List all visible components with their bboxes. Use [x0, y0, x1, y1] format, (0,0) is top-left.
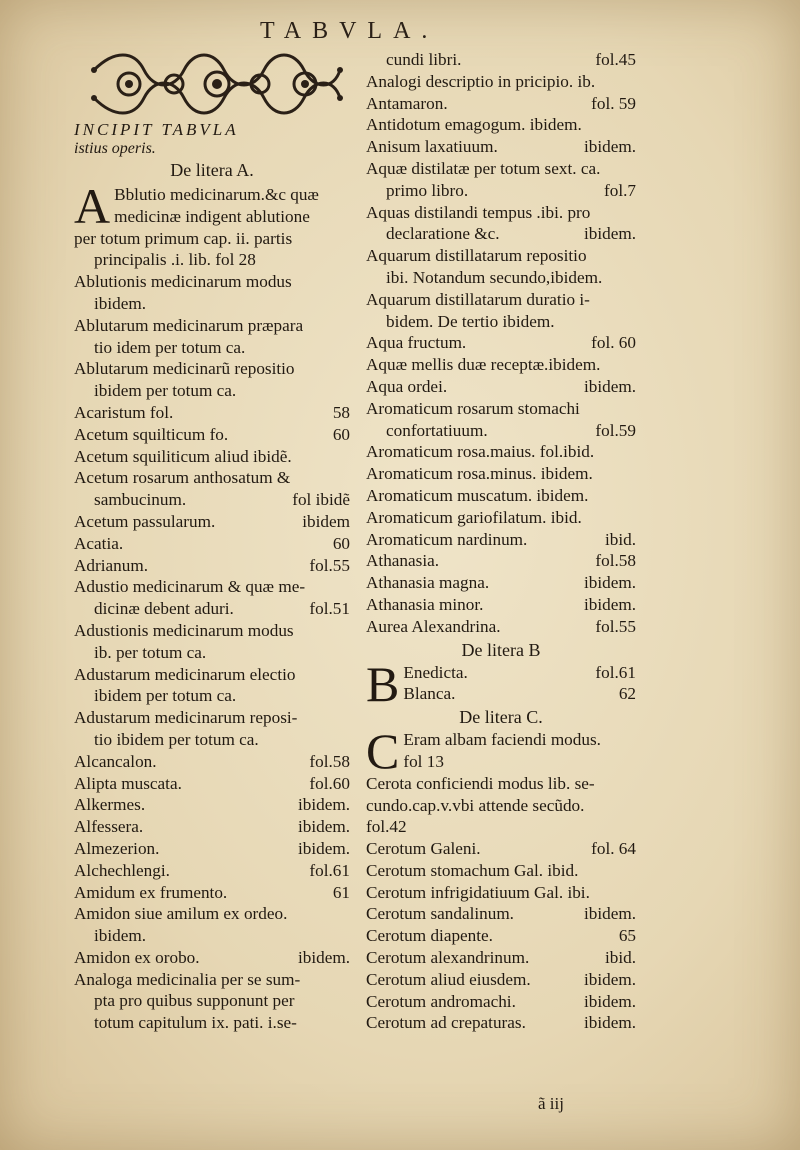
- folio-reference: ibidem.: [583, 904, 636, 924]
- index-entry: [366, 332, 636, 354]
- index-entry: [366, 441, 636, 463]
- entry-text: Aqua ordei.: [366, 376, 448, 396]
- folio-reference: fol.58: [595, 551, 636, 571]
- index-entry: [366, 947, 636, 969]
- index-entry: [366, 683, 636, 705]
- entry-text: Cerotum ad crepaturas.: [366, 1013, 526, 1033]
- index-entry: [366, 773, 636, 795]
- entry-text: Acetum rosarum anthosatum &: [74, 468, 291, 488]
- folio-reference: ibidem.: [583, 1013, 636, 1033]
- folio-reference: fol.58: [309, 751, 350, 771]
- entry-text: Enedicta.: [403, 662, 468, 682]
- index-entry: [366, 354, 636, 376]
- folio-reference: fol.55: [595, 616, 636, 636]
- section-heading-b: De litera B: [461, 639, 541, 660]
- index-entry: [366, 838, 636, 860]
- entry-text: Aromaticum rosarum stomachi: [366, 398, 580, 418]
- folio-reference: 61: [332, 882, 350, 902]
- entry-continuation: sambucinum.: [94, 490, 187, 510]
- entry-text: Almezerion.: [74, 838, 160, 858]
- entry-text: Acatia.: [74, 533, 124, 553]
- first-entry-line: Bblutio medicinarum.&c quæ: [114, 185, 319, 204]
- folio-reference: fol.60: [309, 773, 350, 793]
- c-first-line: Eram albam faciendi modus.: [403, 730, 601, 750]
- entry-text: Alcancalon.: [74, 751, 157, 771]
- entry-text: Acetum passularum.: [74, 511, 216, 531]
- right-entry-block: [366, 49, 636, 1034]
- folio-reference: 60: [332, 424, 350, 444]
- entry-text: Alkermes.: [74, 795, 146, 815]
- entry-text: Cerotum alexandrinum.: [366, 948, 530, 968]
- entry-text: Athanasia minor.: [366, 594, 484, 614]
- first-entry-line: per totum primum cap. ii. partis: [74, 228, 293, 248]
- entry-text: Cerotum aliud eiusdem.: [366, 969, 531, 989]
- folio-reference: fol.61: [309, 860, 350, 880]
- index-entry: [366, 572, 636, 594]
- index-entry: [74, 576, 350, 620]
- folio-reference: 65: [618, 926, 636, 946]
- entry-text: Ablutarum medicinarum præpara: [74, 315, 304, 335]
- index-entry: [74, 358, 350, 402]
- entry-continuation: totum capitulum ix. pati. i.se-: [94, 1013, 297, 1033]
- index-entry: [366, 136, 636, 158]
- entry-continuation: tio idem per totum ca.: [94, 337, 246, 357]
- b-entry-list: [366, 655, 636, 712]
- folio-reference: ibidem.: [297, 838, 350, 858]
- index-entry: [366, 289, 636, 311]
- entry-text: Ablutionis medicinarum modus: [74, 272, 292, 292]
- index-entry: [74, 315, 350, 359]
- index-entry: [366, 485, 636, 507]
- entry-text: Alipta muscata.: [74, 773, 182, 793]
- index-entry: [366, 1012, 636, 1034]
- entry-text: confortatiuum.: [386, 420, 488, 440]
- index-entry: [366, 93, 636, 115]
- entry-text: Amidum ex frumento.: [74, 882, 228, 902]
- entry-continuation: dicinæ debent aduri.: [94, 599, 234, 619]
- entry-continuation: ibidem.: [94, 293, 147, 313]
- entry-text: Aromaticum rosa.minus. ibidem.: [366, 464, 593, 484]
- index-entry: [74, 903, 350, 947]
- index-entry: [74, 620, 350, 664]
- catchword-signature: ã iij: [538, 1094, 564, 1113]
- index-entry: [366, 616, 636, 638]
- index-entry: [366, 860, 636, 882]
- entry-text: Cerotum infrigidatiuum Gal. ibi.: [366, 882, 590, 902]
- index-entry: [74, 969, 350, 1034]
- decorative-headpiece: [84, 50, 350, 118]
- index-entry: [366, 158, 636, 180]
- entry-text: declaratione &c.: [386, 224, 500, 244]
- folio-reference: ibidem.: [297, 795, 350, 815]
- folio-reference: ibidem.: [583, 969, 636, 989]
- first-entry-line: principalis .i. lib. fol 28: [94, 250, 256, 270]
- entry-text: Adrianum.: [74, 555, 148, 575]
- c-entry-list: [366, 773, 636, 1035]
- entry-text: Aquæ mellis duæ receptæ.ibidem.: [366, 355, 601, 375]
- folio-reference: fol. 64: [591, 839, 636, 859]
- index-entry: [366, 795, 636, 817]
- entry-text: ibi. Notandum secundo,ibidem.: [386, 267, 603, 287]
- folio-reference: ibidem.: [583, 137, 636, 157]
- entry-text: bidem. De tertio ibidem.: [386, 311, 555, 331]
- entry-text: Athanasia magna.: [366, 573, 490, 593]
- folio-reference: fol ibidẽ: [292, 490, 350, 510]
- folio-reference: ibidem: [302, 511, 350, 531]
- entry-text: Aromaticum rosa.maius. fol.ibid.: [366, 442, 595, 462]
- section-heading-a: De litera A.: [170, 160, 254, 180]
- index-entry: [74, 751, 350, 773]
- entry-text: Cerotum sandalinum.: [366, 904, 514, 924]
- folio-reference: fol.7: [604, 180, 636, 200]
- index-entry: [366, 202, 636, 224]
- folio-reference: ibidem.: [297, 817, 350, 837]
- entry-text: Analoga medicinalia per se sum-: [74, 969, 301, 989]
- index-entry: [366, 816, 636, 838]
- folio-reference: ibid.: [604, 948, 636, 968]
- entry-text: Amidon siue amilum ex ordeo.: [74, 904, 288, 924]
- dropcap-a: A: [74, 178, 111, 234]
- folio-reference: ibidem.: [583, 376, 636, 396]
- section-heading-c: De litera C.: [459, 707, 543, 728]
- entry-text: Cerota conficiendi modus lib. se-: [366, 773, 595, 793]
- entry-text: primo libro.: [386, 180, 469, 200]
- index-entry: [366, 420, 636, 442]
- incipit-subtitle: istius operis.: [74, 140, 156, 157]
- entry-text: Ablutarum medicinarũ repositio: [74, 359, 295, 379]
- entry-text: fol.42: [366, 817, 407, 837]
- folio-reference: 62: [618, 684, 636, 704]
- entry-text: Aquas distilandi tempus .ibi. pro: [366, 202, 591, 222]
- index-entry: [74, 816, 350, 838]
- first-entry-line: medicinæ indigent ablutione: [114, 206, 310, 226]
- incipit-title: INCIPIT TABVLA: [74, 120, 239, 139]
- index-entry: [366, 662, 636, 684]
- entry-text: Aromaticum gariofilatum. ibid.: [366, 507, 582, 527]
- folio-reference: 60: [332, 533, 350, 553]
- index-entry: [366, 376, 636, 398]
- index-entry: [366, 114, 636, 136]
- index-entry: [74, 424, 350, 446]
- entry-text: Aquarum distillatarum repositio: [366, 246, 587, 266]
- entry-text: cundo.cap.v.vbi attende secũdo.: [366, 795, 585, 815]
- entry-text: Adustionis medicinarum modus: [74, 620, 294, 640]
- index-entry: [74, 882, 350, 904]
- index-entry: [366, 463, 636, 485]
- entry-text: Antidotum emagogum. ibidem.: [366, 115, 582, 135]
- folio-reference: ibidem.: [297, 947, 350, 967]
- entry-text: Acetum squilticum fo.: [74, 424, 229, 444]
- index-entry: [74, 467, 350, 511]
- index-entry: [74, 947, 350, 969]
- folio-reference: fol. 59: [591, 93, 636, 113]
- index-entry: [366, 969, 636, 991]
- folio-reference: ibidem.: [583, 594, 636, 614]
- entry-text: Aurea Alexandrina.: [366, 616, 501, 636]
- folio-reference: ibidem.: [583, 991, 636, 1011]
- index-entry: [366, 71, 636, 93]
- folio-reference: fol.61: [595, 662, 636, 682]
- incipit-block: [74, 120, 350, 1034]
- first-entry: [74, 178, 350, 271]
- entry-text: Aquarum distillatarum duratio i-: [366, 289, 590, 309]
- index-entry: [366, 311, 636, 333]
- folio-reference: fol.55: [309, 555, 350, 575]
- index-entry: [366, 882, 636, 904]
- folio-reference: ibid.: [604, 529, 636, 549]
- index-entry: [366, 180, 636, 202]
- entry-text: Alfessera.: [74, 817, 144, 837]
- index-entry: [366, 49, 636, 71]
- entry-text: Amidon ex orobo.: [74, 947, 200, 967]
- c-first-entry: [366, 723, 636, 780]
- entry-text: Adustarum medicinarum electio: [74, 664, 296, 684]
- index-entry: [366, 925, 636, 947]
- index-entry: [366, 529, 636, 551]
- index-entry: [366, 903, 636, 925]
- index-entry: [74, 773, 350, 795]
- folio-reference: fol.45: [595, 50, 636, 69]
- entry-text: Aromaticum nardinum.: [366, 529, 528, 549]
- c-first-line: fol 13: [403, 751, 444, 771]
- entry-text: Alchechlengi.: [74, 860, 170, 880]
- entry-text: Athanasia.: [366, 551, 440, 571]
- entry-text: Adustio medicinarum & quæ me-: [74, 577, 306, 597]
- entry-text: Aromaticum muscatum. ibidem.: [366, 485, 589, 505]
- entry-continuation: tio ibidem per totum ca.: [94, 729, 259, 749]
- entry-text: Antamaron.: [366, 93, 448, 113]
- b-entries: [366, 655, 636, 712]
- index-entry: [366, 507, 636, 529]
- index-entry: [74, 838, 350, 860]
- folio-reference: ibidem.: [583, 224, 636, 244]
- running-head: TABVLA.: [260, 18, 439, 44]
- index-entry: [74, 533, 350, 555]
- entry-text: Aqua fructum.: [366, 333, 467, 353]
- index-entry: [366, 245, 636, 267]
- index-entry: [366, 991, 636, 1013]
- entry-text: Adustarum medicinarum reposi-: [74, 708, 298, 728]
- right-entry-list-a: [366, 49, 636, 638]
- folio-reference: fol.51: [309, 599, 350, 619]
- entry-continuation: pta pro quibus supponunt per: [94, 991, 295, 1011]
- folio-reference: fol.59: [595, 420, 636, 440]
- index-entry: [74, 402, 350, 424]
- index-entry: [74, 511, 350, 533]
- entry-text: Acetum squiliticum aliud ibidẽ.: [74, 446, 292, 466]
- entry-continuation: ib. per totum ca.: [94, 642, 207, 662]
- index-entry: [366, 594, 636, 616]
- index-entry: [74, 664, 350, 708]
- index-entry: [74, 707, 350, 751]
- entry-text: Cerotum stomachum Gal. ibid.: [366, 860, 579, 880]
- entry-text: Analogi descriptio in pricipio. ib.: [366, 71, 596, 91]
- entry-text: cundi libri.: [386, 50, 462, 69]
- index-entry: [74, 860, 350, 882]
- folio-reference: 58: [332, 402, 350, 422]
- index-entry: [366, 398, 636, 420]
- entry-continuation: ibidem per totum ca.: [94, 381, 237, 401]
- index-entry: [366, 550, 636, 572]
- entry-text: Blanca.: [403, 684, 456, 704]
- index-entry: [366, 223, 636, 245]
- folio-reference: fol. 60: [591, 333, 636, 353]
- entry-text: Cerotum diapente.: [366, 926, 493, 946]
- index-entry: [74, 794, 350, 816]
- folio-reference: ibidem.: [583, 573, 636, 593]
- dropcap-b: B: [366, 655, 400, 712]
- index-entry: [74, 446, 350, 468]
- index-entry: [74, 271, 350, 315]
- index-entry: [74, 555, 350, 577]
- entry-continuation: ibidem per totum ca.: [94, 686, 237, 706]
- left-entry-list: [74, 271, 350, 1034]
- entry-text: Cerotum Galeni.: [366, 839, 481, 859]
- entry-text: Anisum laxatiuum.: [366, 137, 498, 157]
- entry-continuation: ibidem.: [94, 926, 147, 946]
- index-entry: [366, 267, 636, 289]
- entry-text: Acaristum fol.: [74, 402, 174, 422]
- entry-text: Cerotum andromachi.: [366, 991, 516, 1011]
- dropcap-c: C: [366, 723, 400, 780]
- entry-text: Aquæ distilatæ per totum sext. ca.: [366, 158, 601, 178]
